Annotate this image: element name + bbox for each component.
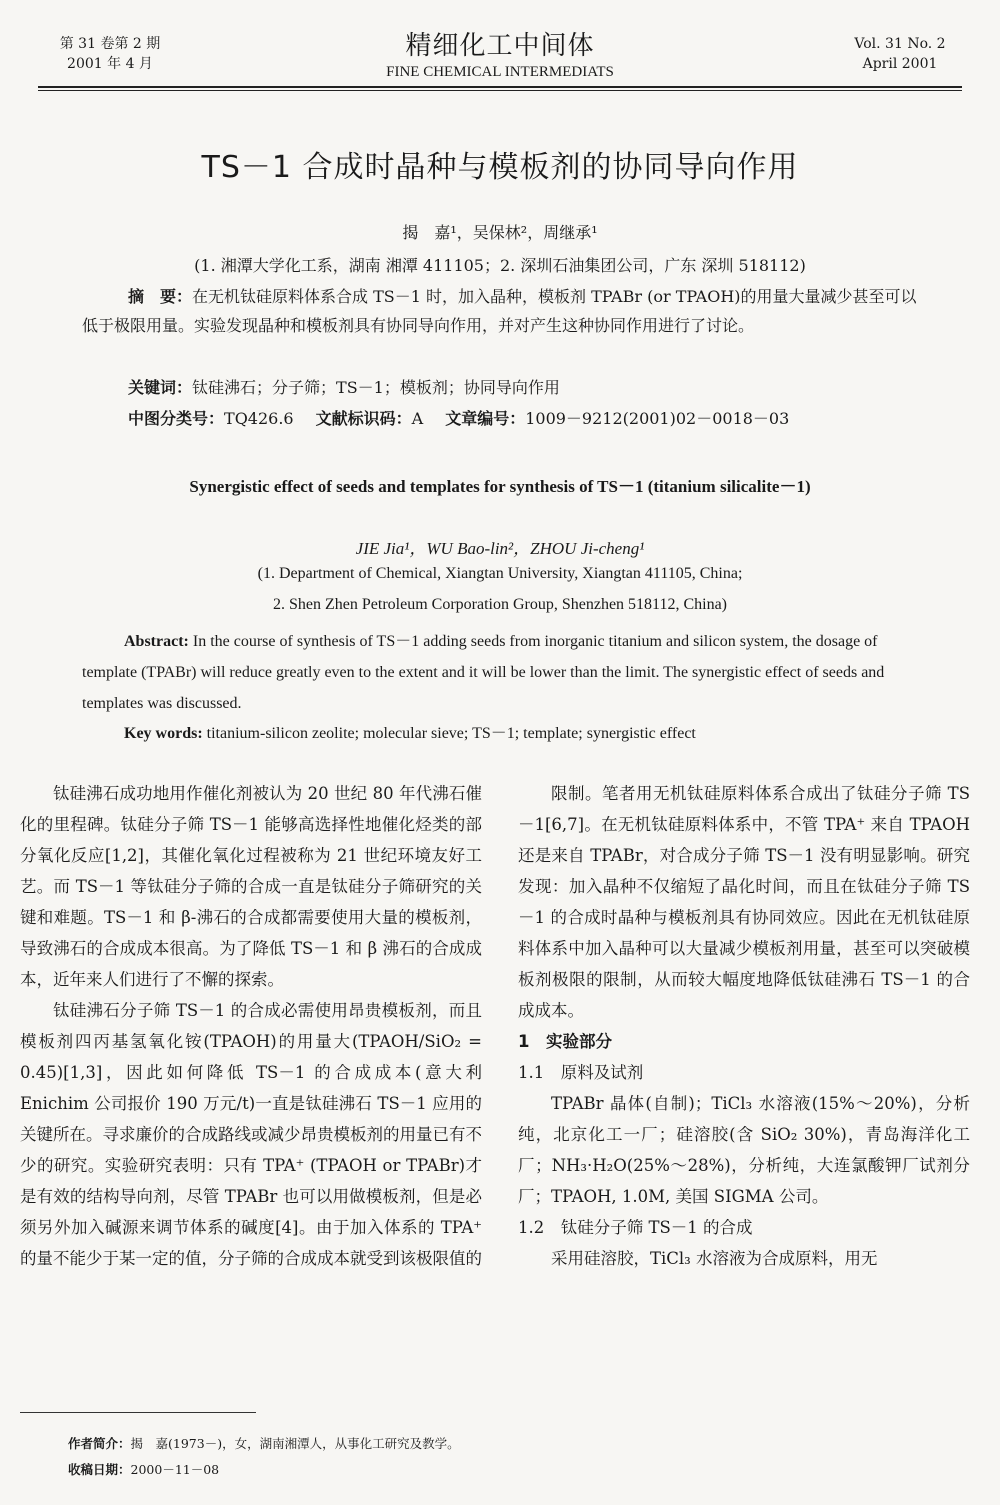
issue-date-en: April 2001 bbox=[862, 56, 938, 72]
keywords-en-label: Key words: bbox=[124, 725, 203, 742]
journal-name-en: FINE CHEMICAL INTERMEDIATS bbox=[386, 64, 614, 80]
abstract-cn-label: 摘 要： bbox=[128, 287, 193, 306]
footnote-author-text: 揭 嘉(1973－)，女，湖南湘潭人，从事化工研究及教学。 bbox=[130, 1436, 460, 1451]
paper-title-cn: TS－1 合成时晶种与模板剂的协同导向作用 bbox=[201, 150, 799, 185]
keywords-cn bbox=[128, 374, 928, 402]
footnote-received-label: 收稿日期： bbox=[68, 1462, 131, 1477]
abstract-cn-text: 在无机钛硅原料体系合成 TS－1 时，加入晶种，模板剂 TPABr (or TPAOH)的用量大量减少甚至可以低于极限用量。实验发现晶种和模板剂具有协同导向作用，并对产生这种协同作用进行了讨论。 bbox=[82, 287, 917, 335]
paper-title-en: Synergistic effect of seeds and templates for synthesis of TS－1 (titanium silicalite－1) bbox=[189, 477, 811, 496]
authors-en: JIE Jia¹，WU Bao-lin²，ZHOU Ji-cheng¹ bbox=[355, 539, 645, 558]
keywords-en bbox=[124, 720, 924, 743]
body-paragraph: 采用硅溶胶，TiCl₃ 水溶液为合成原料，用无 bbox=[551, 1249, 878, 1268]
body-paragraph: 限制。笔者用无机钛硅原料体系合成出了钛硅分子筛 TS－1[6,7]。在无机钛硅原料体系中，不管 TPA⁺ 来自 TPAOH 还是来自 TPABr，对合成分子筛 TS－1 没有明显影响。研究发现：加入晶种不仅缩短了晶化时间，而且在钛硅分子筛 TS－1 的合成时晶种与模板剂具有协同效应。因此在无机钛硅原料体系中加入晶种可以大量减少模板剂用量，甚至可以突破模板剂极限的限制，从而较大幅度地降低钛硅沸石 TS－1 的合成成本。 bbox=[518, 784, 970, 1020]
classification-line bbox=[128, 405, 928, 433]
clc-value: TQ426.6 bbox=[224, 409, 294, 428]
body-paragraph: 钛硅沸石成功地用作催化剂被认为 20 世纪 80 年代沸石催化的里程碑。钛硅分子筛 TS－1 能够高选择性地催化烃类的部分氧化反应[1,2]，其催化氧化过程被称为 21 世纪环境友好工艺。而 TS－1 等钛硅分子筛的合成一直是钛硅分子筛研究的关键和难题。TS－1 和 β-沸石的合成都需要使用大量的模板剂，导致沸石的合成成本很高。为了降低 TS－1 和 β 沸石的合成成本，近年来人们进行了不懈的探索。 bbox=[20, 784, 482, 989]
affiliation-en-2: 2. Shen Zhen Petroleum Corporation Group, Shenzhen 518112, China) bbox=[273, 596, 727, 613]
keywords-cn-text: 钛硅沸石；分子筛；TS－1；模板剂；协同导向作用 bbox=[192, 378, 560, 397]
header-rule-thin bbox=[38, 90, 962, 91]
footnote-received-text: 2000－11－08 bbox=[130, 1462, 220, 1477]
keywords-cn-label: 关键词： bbox=[128, 378, 193, 397]
abstract-en-label: Abstract: bbox=[124, 633, 189, 650]
clc-label: 中图分类号： bbox=[128, 409, 225, 428]
body-paragraph: TPABr 晶体(自制)；TiCl₃ 水溶液(15%～20%)，分析纯，北京化工一厂；硅溶胶(含 SiO₂ 30%)，青岛海洋化工厂；NH₃·H₂O(25%～28%)，分析纯，大连氯酸钾厂试剂分厂；TPAOH, 1.0M, 美国 SIGMA 公司。 bbox=[518, 1094, 970, 1206]
header-rule-thick bbox=[38, 86, 962, 88]
issue-info-en bbox=[845, 34, 955, 74]
keywords-en-text: titanium-silicon zeolite; molecular sieve; TS－1; template; synergistic effect bbox=[202, 725, 696, 742]
doc-code-label: 文献标识码： bbox=[315, 409, 412, 428]
section-heading: 1 实验部分 bbox=[518, 1032, 612, 1051]
abstract-cn bbox=[82, 282, 918, 340]
subsection-heading: 1.1 原料及试剂 bbox=[518, 1063, 644, 1082]
footnote-rule bbox=[20, 1412, 256, 1413]
issue-volume-en: Vol. 31 No. 2 bbox=[854, 36, 946, 52]
body-column-left bbox=[20, 778, 482, 1274]
issue-volume-cn: 第 31 卷第 2 期 bbox=[59, 36, 161, 52]
footnote-received bbox=[68, 1460, 219, 1480]
abstract-en bbox=[82, 626, 918, 719]
journal-name-cn: 精细化工中间体 bbox=[405, 31, 595, 61]
article-number-value: 1009－9212(2001)02－0018－03 bbox=[525, 409, 790, 428]
abstract-en-text: In the course of synthesis of TS－1 adding seeds from inorganic titanium and silicon system, the dosage of template (TPABr) will reduce greatly even to the extent and it will be lower than the limit. The synergistic effect of seeds and templates was discussed. bbox=[82, 633, 885, 712]
article-number-label: 文章编号： bbox=[445, 409, 526, 428]
affiliation-en-1: (1. Department of Chemical, Xiangtan University, Xiangtan 411105, China; bbox=[257, 565, 743, 582]
footnote-author-label: 作者简介： bbox=[68, 1436, 131, 1451]
body-paragraph: 钛硅沸石分子筛 TS－1 的合成必需使用昂贵模板剂，而且模板剂四丙基氢氧化铵(TPAOH)的用量大(TPAOH/SiO₂ = 0.45)[1,3]，因此如何降低 TS－1 的合成成本(意大利 Enichim 公司报价 190 万元/t)一直是钛硅沸石 TS－1 应用的关键所在。寻求廉价的合成路线或减少昂贵模板剂的用量已有不少的研究。实验研究表明：只有 TPA⁺ (TPAOH or TPABr)才是有效的结构导向剂，尽管 TPABr 也可以用做模板剂，但是必须另外加入碱源来调节体系的碱度[4]。由于加入体系的 TPA⁺ 的量不能少于某一定的值，分子筛的合成成本就受到该极限值的 bbox=[20, 1001, 482, 1268]
doc-code-value: A bbox=[411, 409, 424, 428]
body-column-right bbox=[518, 778, 970, 1274]
affiliation-cn: (1. 湘潭大学化工系，湖南 湘潭 411105；2. 深圳石油集团公司，广东 深圳 518112) bbox=[194, 256, 806, 275]
subsection-heading: 1.2 钛硅分子筛 TS－1 的合成 bbox=[518, 1218, 753, 1237]
authors-cn: 揭 嘉¹，吴保林²，周继承¹ bbox=[402, 223, 598, 242]
footnote-author bbox=[68, 1434, 460, 1454]
issue-date-cn: 2001 年 4 月 bbox=[67, 56, 153, 72]
